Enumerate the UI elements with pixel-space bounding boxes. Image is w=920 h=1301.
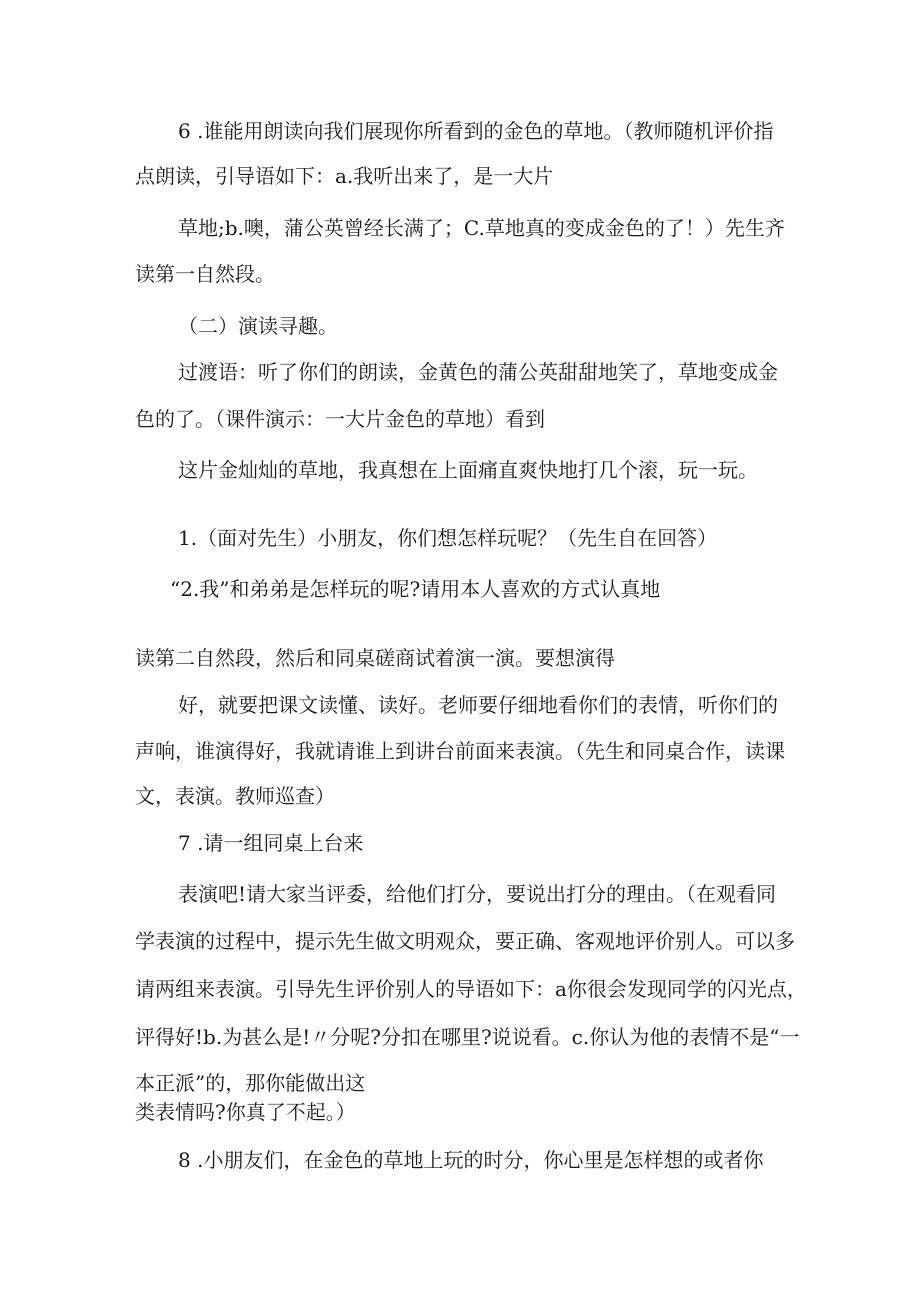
text-line-6: 过渡语：听了你们的朗读，金黄色的蒲公英甜甜地笑了，草地变成金 bbox=[178, 360, 778, 384]
text-line-20: 本正派”的，那你能做出这 bbox=[135, 1071, 366, 1095]
text-line-8: 这片金灿灿的草地，我真想在上面痛直爽快地打几个滚，玩一玩。 bbox=[178, 458, 758, 482]
text-line-14: 文，表演。教师巡查） bbox=[135, 784, 335, 808]
text-line-13: 声响，谁演得好，我就请谁上到讲台前面来表演。（先生和同桌合作，读课 bbox=[135, 739, 785, 763]
text-line-22: 8 .小朋友们，在金色的草地上玩的时分，你心里是怎样想的或者你 bbox=[178, 1148, 764, 1172]
text-line-16: 表演吧!请大家当评委，给他们打分，要说出打分的理由。（在观看同 bbox=[178, 882, 777, 906]
text-line-4: 读第一自然段。 bbox=[135, 262, 275, 286]
text-line-18: 请两组来表演。引导先生评价别人的导语如下：a你很会发现同学的闪光点， bbox=[135, 977, 807, 1001]
text-line-11: 读第二自然段，然后和同桌磋商试着演一演。要想演得 bbox=[135, 646, 615, 670]
text-line-12: 好，就要把课文读懂、读好。老师要仔细地看你们的表情，听你们的 bbox=[178, 693, 778, 717]
text-line-2: 点朗读，引导语如下：a.我听出来了，是一大片 bbox=[135, 164, 554, 188]
text-line-21: 类表情吗?你真了不起。） bbox=[135, 1100, 356, 1124]
text-line-3: 草地;b.噢，蒲公英曾经长满了；C.草地真的变成金色的了！）先生齐 bbox=[178, 216, 785, 240]
text-line-5: （二）演读寻趣。 bbox=[178, 314, 338, 338]
text-line-19: 评得好!b.为甚么是!〃分呢?分扣在哪里?说说看。c.你认为他的表情不是“一 bbox=[135, 1025, 800, 1049]
text-line-9: 1.（面对先生）小朋友，你们想怎样玩呢？（先生自在回答） bbox=[178, 526, 718, 550]
text-line-17: 学表演的过程中，提示先生做文明观众，要正确、客观地评价别人。可以多 bbox=[135, 929, 795, 953]
text-line-7: 色的了。（课件演示：一大片金色的草地）看到 bbox=[135, 407, 545, 431]
text-line-15: 7 .请一组同桌上台来 bbox=[178, 831, 364, 855]
text-line-1: 6 .谁能用朗读向我们展现你所看到的金色的草地。（教师随机评价指 bbox=[178, 119, 774, 143]
text-line-10: “2.我”和弟弟是怎样玩的呢?请用本人喜欢的方式认真地 bbox=[170, 577, 661, 601]
